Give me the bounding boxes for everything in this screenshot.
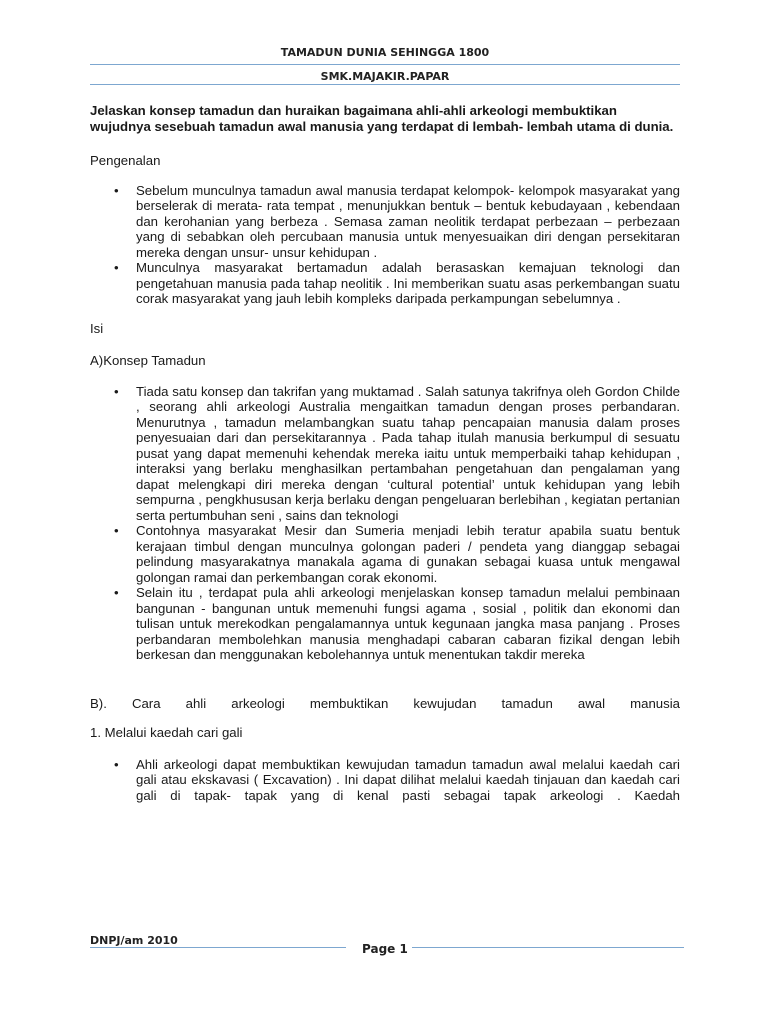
list-item: • Ahli arkeologi dapat membuktikan kewujudan tamadun tamadun awal melalui kaedah cari gali atau ekskavasi ( Excavation) . Ini dapat dilihat melalui kaedah tinjauan dan kaedah cari gali di tapak- tapak yang di kenal pasti sebagai tapak arkeologi . Kaedah [90, 757, 680, 804]
section-pengenalan-label: Pengenalan [90, 153, 161, 168]
page-number: Page 1 [362, 942, 408, 956]
header-rule-bottom [90, 84, 680, 85]
document-body [90, 100, 680, 803]
list-item: • Selain itu , terdapat pula ahli arkeologi menjelaskan konsep tamadun melalui pembinaan bangunan - bangunan untuk memenuhi fungsi agama , sosial , politik dan ekonomi dan tulisan untuk merekodkan pengalamannya untuk kegunaan jangka masa panjang . Proses perbandaran membolehkan manusia menghadapi cabaran cabaran fizikal dengan lebih berkesan dan menggunakan kebolehannya untuk menentukan takdir mereka [90, 585, 680, 663]
section-b-label: B). Cara ahli arkeologi membuktikan kewujudan tamadun awal manusia [90, 695, 680, 711]
kaedah-cari-gali-label: 1. Melalui kaedah cari gali [90, 725, 243, 740]
pengenalan-list [90, 183, 680, 307]
section-isi-label: Isi [90, 320, 104, 336]
footer-rule-right [412, 947, 684, 948]
konsep-list [90, 384, 680, 663]
list-item: • Munculnya masyarakat bertamadun adalah berasaskan kemajuan teknologi dan pengetahuan manusia pada tahap neolitik . Ini memberikan suatu asas perkembangan suatu corak masyarakat yang jauh lebih kompleks daripada perkampungan sebelumnya . [90, 260, 680, 307]
list-item: • Tiada satu konsep dan takrifan yang muktamad . Salah satunya takrifnya oleh Gordon Childe , seorang ahli arkeologi Australia mengaitkan tamadun dengan proses perbandaran. Menurutnya , tamadun melambangkan suatu tahap pencapaian manusia dalam proses penyesuaian dari dan persekitarannya . Pada tahap itulah manusia berkumpul di sesuatu pusat yang dapat memenuhi kehendak mereka iaitu untuk memperbaiki tahap kehidupan , interaksi yang berlaku menghasilkan pertambahan pengetahuan dan pengalaman yang dapat melengkapi diri mereka dengan ‘cultural potential’ untuk kehidupan yang lebih sempurna , pengkhususan kerja berlaku dengan pengeluaran berlebihan , kegiatan pertanian serta pertumbuhan seni , sains dan teknologi [90, 384, 680, 524]
header-school: SMK.MAJAKIR.PAPAR [320, 70, 450, 83]
footer-code: DNPJ/am 2010 [90, 934, 178, 947]
question-text: Jelaskan konsep tamadun dan huraikan bagaimana ahli-ahli arkeologi membuktikan wujudnya sesebuah tamadun awal manusia yang terdapat di lembah- lembah utama di dunia. [90, 103, 674, 134]
list-item: • Sebelum munculnya tamadun awal manusia terdapat kelompok- kelompok masyarakat yang berselerak di merata- rata tempat , menunjukkan bentuk – bentuk kebudayaan , kebendaan dan kerohanian yang berbeza . Semasa zaman neolitik terdapat perbezaan – perbezaan yang di sebabkan oleh percubaan manusia untuk menyesuaikan diri dengan persekitaran mereka dengan unsur- unsur kehidupan . [90, 183, 680, 261]
konsep-tamadun-label: A)Konsep Tamadun [90, 353, 206, 368]
cari-gali-list [90, 757, 680, 804]
header-rule-top [90, 64, 680, 65]
footer-rule-left [90, 947, 346, 948]
list-item: • Contohnya masyarakat Mesir dan Sumeria menjadi lebih teratur apabila suatu bentuk kerajaan timbul dengan munculnya golongan paderi / pendeta yang dianggap sebagai pelindung masyarakatnya manakala agama di gunakan sebagai kuasa untuk mengawal golongan ramai dan perkembangan corak ekonomi. [90, 523, 680, 585]
header-title: TAMADUN DUNIA SEHINGGA 1800 [280, 46, 490, 59]
